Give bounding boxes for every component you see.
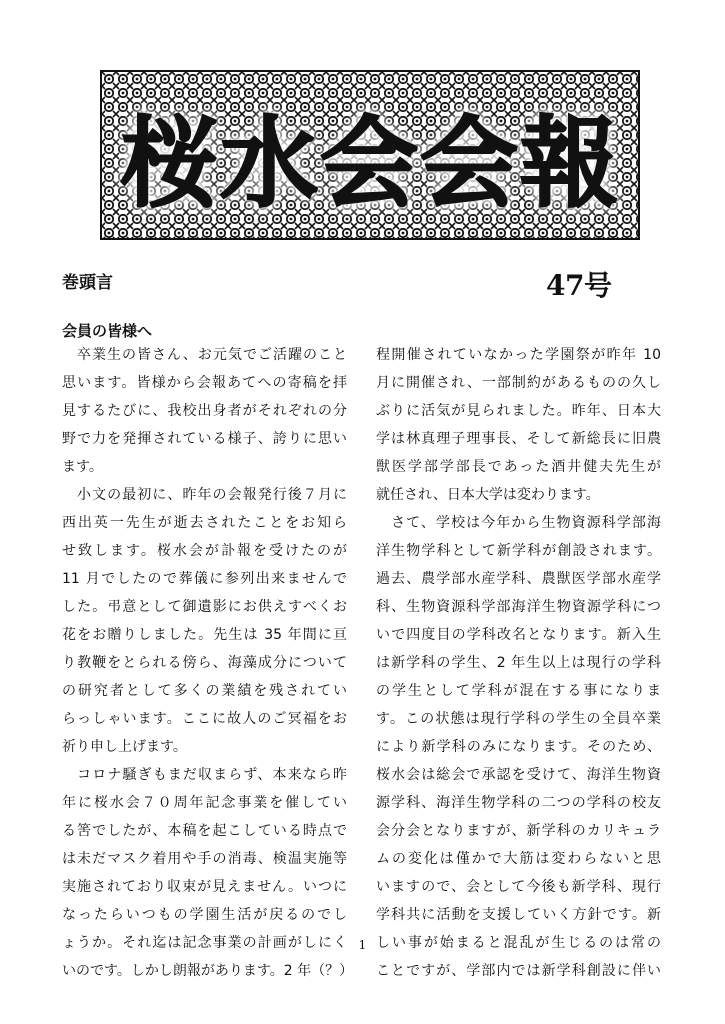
text-line: 花をお贈りしました。先生は 35 年間に亘 [62,627,347,643]
text-line: いで四度目の学科改名となります。新入生 [376,627,661,643]
text-line: コロナ騒ぎもまだ収まらず、本来なら昨 [62,767,347,783]
text-line: 科、生物資源科学部海洋生物資源学科につ [376,599,661,615]
text-line: ことですが、学部内では新学科創設に伴い [376,963,661,979]
text-line: の研究者として多くの業績を残されてい [62,683,347,699]
text-line: 就任され、日本大学は変わります。 [376,487,600,503]
text-line: 実施されており収束が見えません。いつに [62,879,347,895]
text-line: 桜水会は総会で承認を受けて、海洋生物資 [376,767,661,783]
text-line: ぶりに活気が見られました。昨年、日本大 [376,403,661,419]
text-line: した。弔意として御遺影にお供えすべくお [62,599,347,615]
text-line: は新学科の学生、2 年生以上は現行の学科 [376,655,661,671]
text-line: いますので、会として今後も新学科、現行 [376,879,661,895]
text-line: 獣医学部学部長であった酒井健夫先生が [376,459,661,475]
text-line: 11 月でしたので葬儀に参列出来ませんで [62,571,347,587]
text-line: 月に開催され、一部制約があるものの久し [376,375,661,391]
text-line: す。この状態は現行学科の学生の全員卒業 [376,711,661,727]
text-line: 思います。皆様から会報あてへの寄稿を拝 [62,375,347,391]
text-line: 程開催されていなかった学園祭が昨年 10 [376,347,661,363]
text-line: さて、学校は今年から生物資源科学部海 [376,515,661,531]
text-line: なったらいつもの学園生活が戻るのでし [62,907,347,923]
text-line: ムの変化は僅かで大筋は変わらないと思 [376,851,661,867]
text-line: 学は林真理子理事長、そして新総長に旧農 [376,431,661,447]
text-line: る筈でしたが、本稿を起こしている時点で [62,823,347,839]
text-line: 会分会となりますが、新学科のカリキュラ [376,823,661,839]
issue-number: 47号 [546,269,612,302]
text-line: ます。 [62,459,103,475]
masthead-title-text: 桜水会会報 [119,105,620,221]
text-line: ょうか。それ迄は記念事業の計画がしにく [62,935,347,951]
text-line: 祈り申し上げます。 [62,739,187,755]
salutation: 会員の皆様へ [62,322,153,340]
text-line: により新学科のみになります。そのため、 [376,739,661,755]
text-line: 年に桜水会７０周年記念事業を催してい [62,795,347,811]
text-line: せ致します。桜水会が訃報を受けたのが [62,543,347,559]
right-column [376,341,661,985]
text-line: 小文の最初に、昨年の会報発行後７月に [62,487,347,503]
text-line: 西出英一先生が逝去されたことをお知ら [62,515,347,531]
text-line: らっしゃいます。ここに故人のご冥福をお [62,711,347,727]
text-line: いのです。しかし朗報があります。2 年（？） [62,963,354,979]
text-line: 卒業生の皆さん、お元気でご活躍のこと [62,347,347,363]
section-heading: 巻頭言 [62,273,113,293]
masthead-logo [100,70,640,240]
page-number: 1 [358,938,367,952]
left-column [62,341,354,985]
text-line: 学科共に活動を支援していく方針です。新 [376,907,661,923]
text-line: しい事が始まると混乱が生じるのは常の [376,935,661,951]
masthead-title [102,72,638,238]
text-line: は未だマスク着用や手の消毒、検温実施等 [62,851,347,867]
text-line: 過去、農学部水産学科、農獣医学部水産学 [376,571,661,587]
text-line: の学生として学科が混在する事になりま [376,683,661,699]
text-line: り教鞭をとられる傍ら、海藻成分について [62,655,347,671]
text-line: 見するたびに、我校出身者がそれぞれの分 [62,403,347,419]
text-line: 源学科、海洋生物学科の二つの学科の校友 [376,795,661,811]
text-line: 洋生物学科として新学科が創設されます。 [376,543,661,559]
text-line: 野で力を発揮されている様子、誇りに思い [62,431,347,447]
